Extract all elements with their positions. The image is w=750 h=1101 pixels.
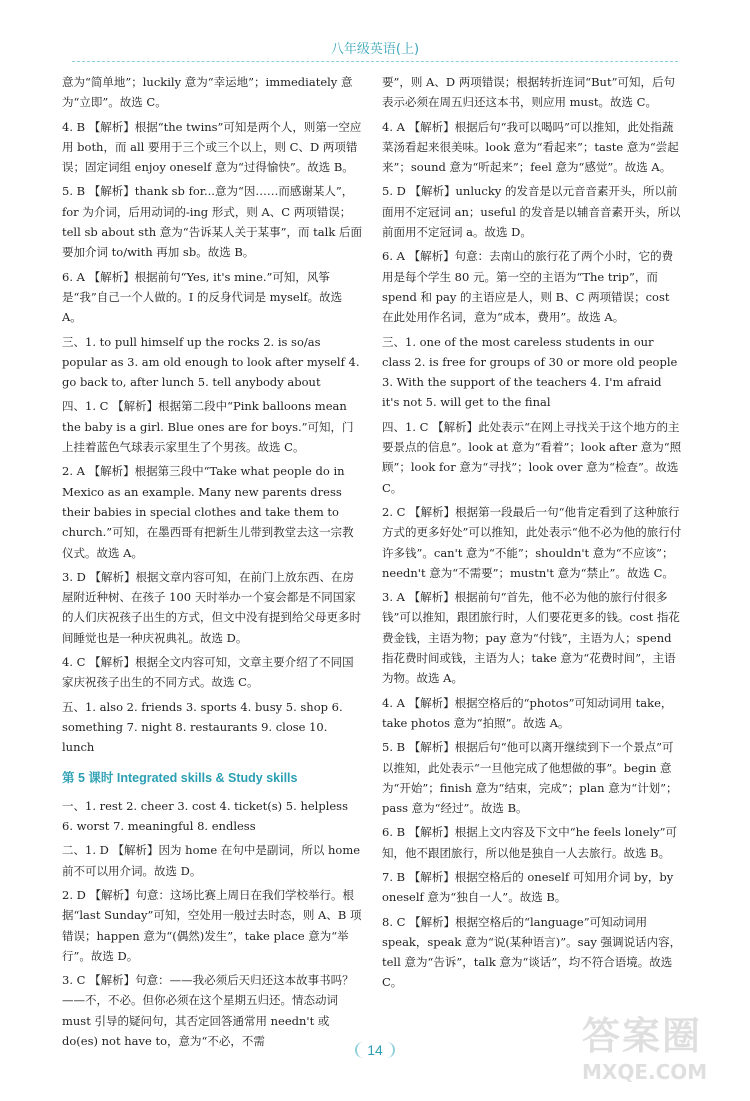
watermark-logo: [582, 1005, 742, 1095]
header-divider: [72, 61, 678, 62]
answer-item: 4. C 【解析】根据全文内容可知，文章主要介绍了不同国家庆祝孩子出生的不同方式。故选 C。: [62, 655, 354, 690]
answer-item: 三、1. one of the most careless students in our class 2. is free for groups of 30 or more old people 3. With the support of the teachers 4. I'm afraid it's not 5. will get to the final: [382, 334, 678, 410]
answer-item: 意为“简单地”；luckily 意为“幸运地”；immediately 意为“立即”。故选 C。: [62, 75, 353, 110]
answer-item: 3. C 【解析】句意：——我必须后天归还这本故事书吗？——不，不必。但你必须在这个星期五归还。情态动词 must 引导的疑问句，其否定回答通常用 needn't 或 do(es) not have to，意为“不必，不需: [62, 973, 354, 1049]
answer-item: 2. A 【解析】根据第三段中“Take what people do in Mexico as an example. Many new parents dress their babies in special clothes and take them to church.”可知，在墨西哥有把新生儿带到教堂去这一宗教仪式。故选 A。: [62, 464, 354, 560]
page-number: 14: [355, 1042, 395, 1058]
answer-item: 3. D 【解析】根据文章内容可知，在前门上放东西、在房屋附近种树、在孩子 100 天时举办一个宴会都是不同国家的人们庆祝孩子出生的方式，但文中没有提到给父母更多时间睡觉也是一种庆祝典礼。故选 D。: [62, 569, 361, 645]
left-column: [62, 72, 362, 1055]
answer-item: 4. A 【解析】根据空格后的“photos”可知动词用 take，take photos 意为“拍照”。故选 A。: [382, 695, 673, 730]
answer-item: 二、1. D 【解析】因为 home 在句中是副词，所以 home 前不可以用介词。故选 D。: [62, 843, 361, 878]
answer-item: 8. C 【解析】根据空格后的“language”可知动词用 speak，speak 意为“说(某种语言)”。say 强调说话内容，tell 意为“告诉”，talk 意为“谈话”，均不符合语境。故选 C。: [382, 914, 682, 990]
answer-item: 三、1. to pull himself up the rocks 2. is so/as popular as 3. am old enough to look after myself 4. go back to, after lunch 5. tell anybody about: [62, 334, 360, 390]
answer-item: 6. A 【解析】句意：去南山的旅行花了两个小时，它的费用是每个学生 80 元。第一空的主语为“The trip”，而 spend 和 pay 的主语应是人，则 B、C 两项错误；cost 在此处用作名词，意为“成本，费用”。故选 A。: [382, 249, 674, 325]
answer-item: 5. B 【解析】thank sb for...意为“因……而感谢某人”，for 为介词，后用动词的-ing 形式，则 A、C 两项错误；tell sb about sth 意为“告诉某人关于某事”，而 talk 后面要加介词 to/with 再加 sb。故选 B。: [62, 184, 362, 260]
answer-item: 一、1. rest 2. cheer 3. cost 4. ticket(s) 5. helpless 6. worst 7. meaningful 8. endless: [62, 798, 348, 834]
answer-item: 4. A 【解析】根据后句“我可以喝吗”可以推知，此处指蔬菜汤看起来很美味。look 意为“看起来”；taste 意为“尝起来”；sound 意为“听起来”；feel 意为“感觉”。故选 A。: [382, 119, 679, 175]
running-header: 八年级英语(上): [330, 42, 420, 57]
answer-item: 4. B 【解析】根据“the twins”可知是两个人，则第一空应用 both，而 all 要用于三个或三个以上，则 C、D 两项错误；固定词组 enjoy oneself 意为“过得愉快”。故选 B。: [62, 119, 362, 175]
answer-item: 7. B 【解析】根据空格后的 oneself 可知用介词 by，by oneself 意为“独自一人”。故选 B。: [382, 869, 674, 905]
answer-item: 五、1. also 2. friends 3. sports 4. busy 5. shop 6. something 7. night 8. restaurants 9. close 10. lunch: [62, 699, 343, 755]
watermark-line1: 答案圈: [582, 1014, 703, 1058]
answer-item: 要”，则 A、D 两项错误；根据转折连词“But”可知，后句表示必须在周五归还这本书，则应用 must。故选 C。: [382, 75, 675, 110]
answer-item: 3. A 【解析】根据前句“首先，他不必为他的旅行付很多钱”可以推知，跟团旅行时，人们要花更多的钱。cost 指花费金钱，主语为物；pay 意为“付钱”，主语为人；spend 指花费时间或钱，主语为人；take 意为“花费时间”，主语为物。故选 A。: [382, 590, 680, 686]
answer-item: 四、1. C 【解析】根据第二段中“Pink balloons mean the baby is a girl. Blue ones are for boys.”可知，门上挂着蓝色气球表示家里生了个男孩。故选 C。: [62, 399, 354, 455]
answer-item: 四、1. C 【解析】此处表示“在网上寻找关于这个地方的主要景点的信息”。look at 意为“看着”；look after 意为“照顾”；look for 意为“寻找”；look over 意为“检查”。故选 C。: [382, 419, 682, 495]
section-title: 第 5 课时 Integrated skills & Study skills: [62, 770, 298, 785]
answer-item: 5. B 【解析】根据后句“他可以离开继续到下一个景点”可以推知，此处表示“一旦他完成了他想做的事”。begin 意为“开始”；finish 意为“结束，完成”；plan 意为“计划”；pass 意为“经过”。故选 B。: [382, 740, 678, 816]
answer-item: 2. C 【解析】根据第一段最后一句“他肯定看到了这种旅行方式的更多好处”可以推知，此处表示“他不必为他的旅行付许多钱”。can't 意为“不能”；shouldn't 意为“不应该”；needn't 意为“不需要”；mustn't 意为“禁止”。故选 C。: [382, 504, 682, 580]
right-column: [382, 72, 682, 997]
answer-item: 2. D 【解析】句意：这场比赛上周日在我们学校举行。根据“last Sunday”可知，空处用一般过去时态，则 A、B 项错误；happen 意为“(偶然)发生”，take place 意为“举行”。故选 D。: [62, 887, 362, 963]
answer-item: 6. B 【解析】根据上文内容及下文中“he feels lonely”可知，他不跟团旅行，所以他是独自一人去旅行。故选 B。: [382, 825, 677, 860]
answer-item: 5. D 【解析】unlucky 的发音是以元音音素开头，所以前面用不定冠词 an；useful 的发音是以辅音音素开头，所以前面用不定冠词 a。故选 D。: [382, 184, 681, 240]
watermark-line2: MXQE.COM: [582, 1060, 708, 1084]
answer-item: 6. A 【解析】根据前句“Yes, it's mine.”可知，风筝是“我”自己一个人做的。I 的反身代词是 myself。故选 A。: [62, 269, 343, 325]
